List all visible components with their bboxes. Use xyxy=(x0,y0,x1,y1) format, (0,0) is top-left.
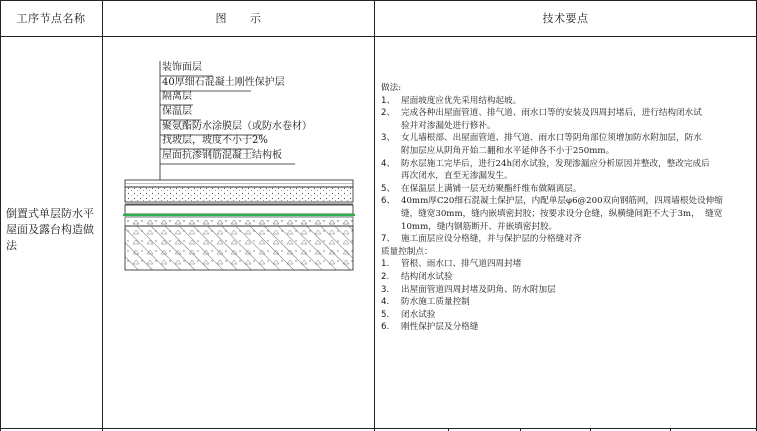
method-item: 5、 在保温层上满铺一层无纺聚酯纤维布做隔离层。 xyxy=(381,183,582,194)
quality-title: 质量控制点： xyxy=(381,246,433,257)
quality-item: 4. 防水施工质量控制 xyxy=(381,297,470,308)
layer-insulation xyxy=(125,205,353,214)
method-item: 3、 女儿墙根部、出屋面管道、排气道、雨水口等阴角部位须增加防水附加层，防水 附加层应从阴角开始二翻和水平延伸各不小于250mm。 xyxy=(381,133,702,156)
layer-slope xyxy=(125,217,353,226)
layer-label: 保温层 xyxy=(162,106,192,117)
header-diagram: 图 示 xyxy=(215,12,262,25)
header-technical-points: 技术要点 xyxy=(542,12,589,25)
quality-item: 2. 结构闭水试验 xyxy=(381,271,453,282)
table-border-bottom xyxy=(0,428,757,429)
quality-item: 6. 刚性保护层及分格缝 xyxy=(381,322,479,333)
process-name: 倒置式单层防水平屋面及露台构造做法 xyxy=(6,207,94,252)
technical-points xyxy=(381,82,753,334)
method-title: 做法: xyxy=(381,83,402,93)
method-item: 7、 施工面层应设分格缝，并与保护层的分格缝对齐 xyxy=(381,234,582,245)
layer-label: 聚氨酯防水涂膜层（或防水卷材） xyxy=(162,121,312,132)
layer-rigid-protection xyxy=(125,187,353,202)
table-divider-2 xyxy=(374,0,375,431)
quality-item: 5. 闭水试验 xyxy=(381,309,436,320)
quality-item: 1. 管根、雨水口、排气道四周封堵 xyxy=(381,259,522,270)
layer-label: 隔离层 xyxy=(162,91,192,102)
table-border-left xyxy=(0,0,1,431)
layer-label: 40厚细石混凝土刚性保护层 xyxy=(162,77,285,88)
quality-item: 3. 出屋面管道四周封堵及阴角、防水附加层 xyxy=(381,284,556,295)
layer-label: 屋面抗渗钢筋混凝土结构板 xyxy=(162,150,282,161)
method-item: 2、 完成各种出屋面管道、排气道、雨水口等的安装及四周封堵后，进行结构闭水试 验并对渗漏处进行修补。 xyxy=(381,108,702,131)
method-item: 6、 40mm厚C20细石混凝土保护层，内配单层φ6@200双向钢筋网，四周墙根处设伸缩 缝，缝宽30mm，缝内嵌填密封胶；按要求设分仓缝，纵横缝间距不大于3m， 缝宽 10mm，缝内钢筋断开、并嵌填密封胶。 xyxy=(381,196,723,232)
layer-label: 装饰面层 xyxy=(162,62,202,73)
header-process-name: 工序节点名称 xyxy=(16,12,86,25)
layer-label: 找坡层，坡度不小于2% xyxy=(162,135,268,146)
method-item: 1、 屋面坡度应优先采用结构起坡。 xyxy=(381,95,522,106)
method-item: 4、 防水层施工完毕后，进行24h闭水试验，发现渗漏应分析原因并整改，整改完成后 再次闭水，直至无渗漏发生。 xyxy=(381,158,710,182)
